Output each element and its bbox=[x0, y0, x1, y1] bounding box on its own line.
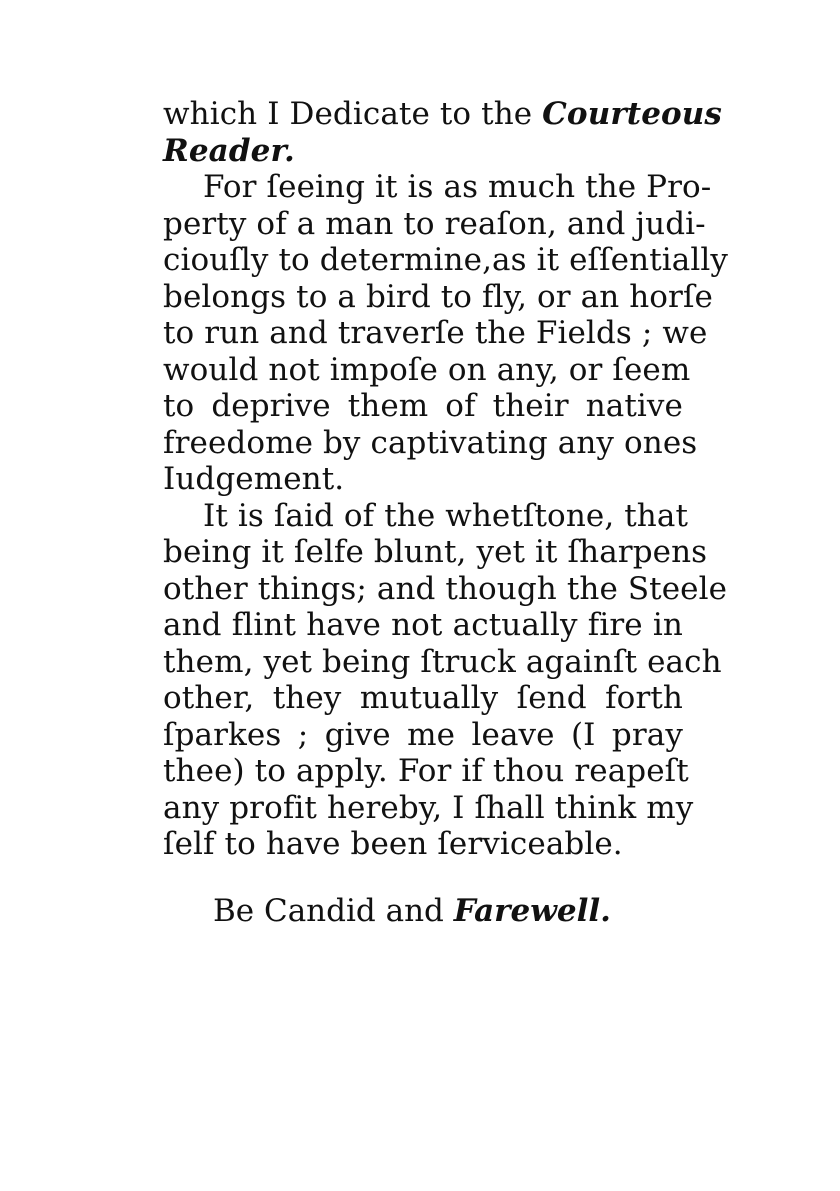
line-text: which I Dedicate to the bbox=[163, 96, 543, 132]
text-line bbox=[163, 643, 722, 681]
text-line bbox=[163, 753, 689, 790]
text-line bbox=[163, 242, 728, 279]
line-text: to deprive them of their native bbox=[163, 388, 683, 424]
text-line bbox=[163, 424, 698, 462]
line-text: For ſeeing it is as much the Pro- bbox=[203, 169, 712, 205]
line-text: perty of a man to reaſon, and judi- bbox=[163, 205, 706, 242]
line-text: ſelf to have been ſerviceable. bbox=[163, 826, 623, 862]
text-line bbox=[163, 133, 683, 170]
line-text: to run and traverſe the Fields ; we bbox=[163, 315, 708, 351]
line-text: other, they mutually ſend forth bbox=[163, 680, 683, 716]
closing-text: Be Candid and bbox=[213, 893, 454, 929]
text-line bbox=[163, 278, 713, 316]
line-text: ſparkes ; give me leave (I pray bbox=[163, 716, 683, 753]
text-line bbox=[163, 315, 708, 352]
text-line bbox=[163, 570, 728, 608]
line-text: ciouſly to determine,as it eſſentially bbox=[163, 242, 728, 278]
line-text: being it ſelfe blunt, yet it ſharpens bbox=[163, 534, 708, 570]
line-text: Iudgement. bbox=[163, 461, 345, 497]
closing-line bbox=[213, 893, 611, 929]
text-line bbox=[163, 789, 694, 827]
paragraph bbox=[163, 169, 728, 498]
paragraph bbox=[163, 497, 728, 863]
text-line bbox=[163, 96, 722, 133]
paragraph bbox=[163, 96, 722, 169]
line-text: other things; and though the Steele bbox=[163, 570, 728, 607]
line-text: It is ſaid of the whetſtone, that bbox=[203, 497, 688, 534]
text-line bbox=[163, 534, 708, 571]
italic-text: Reader. bbox=[163, 132, 295, 169]
text-line bbox=[163, 680, 683, 717]
text-line bbox=[163, 497, 688, 535]
text-line bbox=[163, 388, 683, 425]
text-line bbox=[163, 461, 683, 498]
text-line bbox=[163, 826, 683, 863]
text-line bbox=[163, 607, 683, 644]
line-text: thee) to apply. For if thou reapeſt bbox=[163, 753, 689, 789]
line-text: freedome by captivating any ones bbox=[163, 424, 698, 461]
body-text bbox=[163, 96, 728, 863]
closing-italic: Farewell. bbox=[453, 893, 611, 929]
line-text: any profit hereby, I ſhall think my bbox=[163, 789, 694, 826]
text-line bbox=[163, 351, 691, 389]
text-line bbox=[163, 717, 683, 754]
line-text: would not impoſe on any, or ſeem bbox=[163, 351, 691, 388]
line-text: belongs to a bird to fly, or an horſe bbox=[163, 278, 713, 315]
text-line bbox=[163, 205, 706, 243]
text-line bbox=[163, 169, 712, 206]
line-text: them, yet being ſtruck againſt each bbox=[163, 643, 722, 680]
italic-text: Courteous bbox=[542, 96, 722, 132]
line-text: and flint have not actually fire in bbox=[163, 607, 683, 643]
